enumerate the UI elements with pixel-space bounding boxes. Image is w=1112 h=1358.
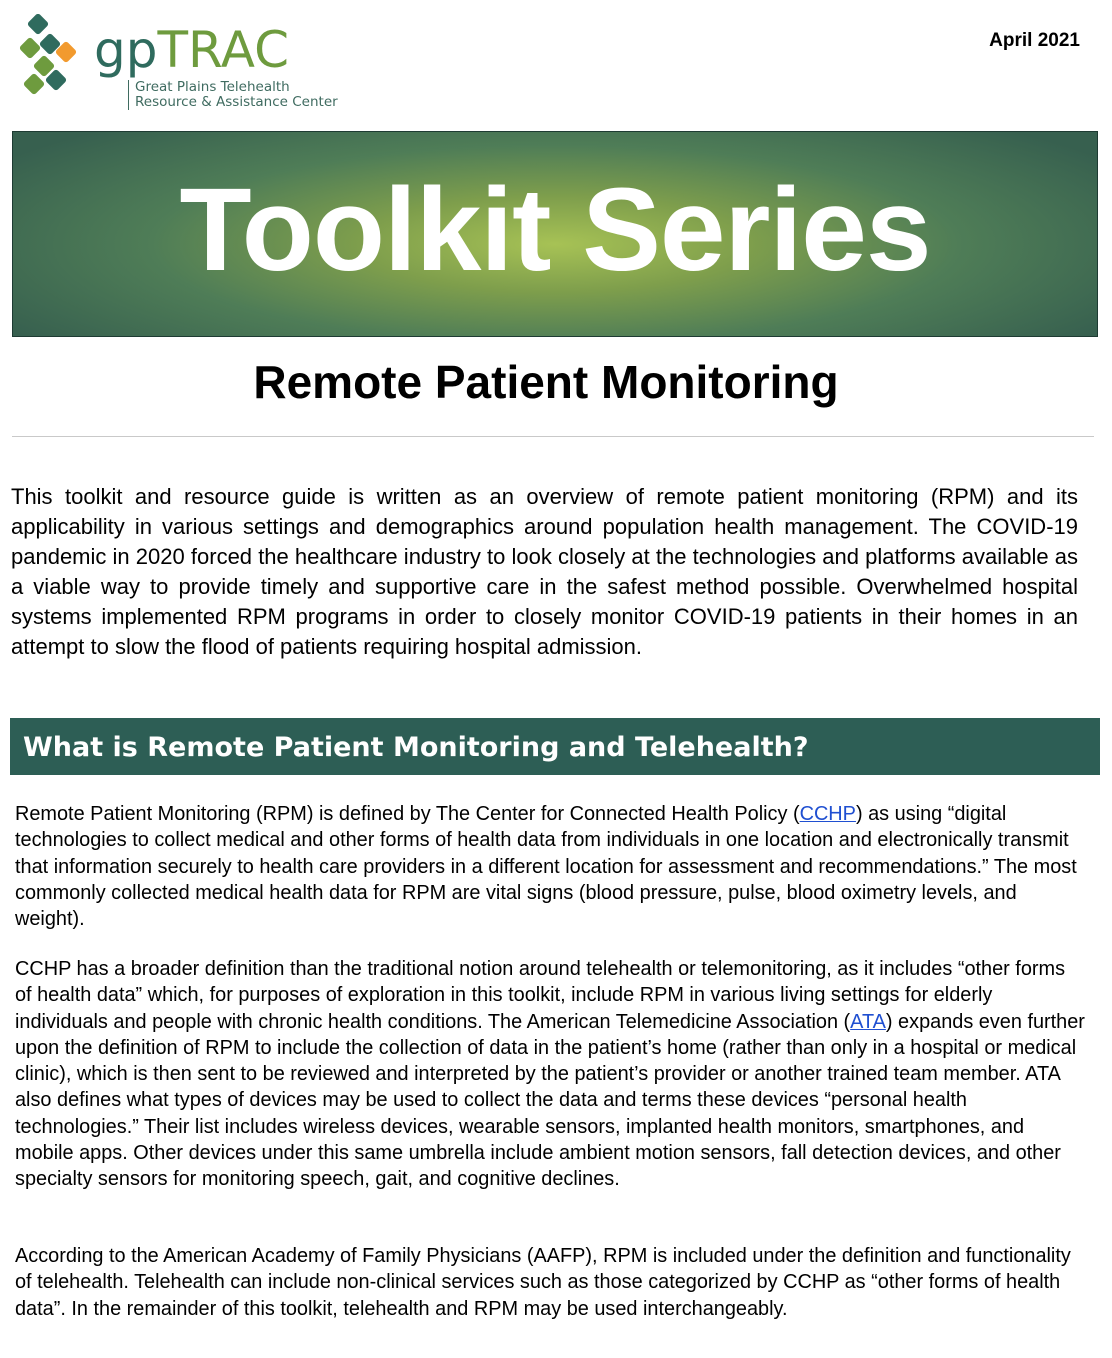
cchp-link[interactable]: CCHP <box>799 803 856 825</box>
document-subtitle: Remote Patient Monitoring <box>253 356 839 408</box>
paragraph-rpm-definition <box>15 801 1087 932</box>
publication-date: April 2021 <box>989 30 1080 51</box>
logo-diamond-icon <box>18 14 88 102</box>
p2-text-after: ) expands even further upon the definition of RPM to include the collection of data in the patient’s home (rather than only in a hospital or medical clinic), which is then sent to be reviewed and interpreted by the patient’s provider or another trained team member. ATA also defines what types of devices may be used to collect the data and terms these devices “personal health technologies.” Their list includes wireless devices, wearable sensors, implanted health monitors, smartphones, and mobile apps. Other devices under this same umbrella include ambient motion sensors, fall detection devices, and other specialty sensors for monitoring speech, gait, and cognitive declines. <box>15 1010 1085 1191</box>
logo-subtitle-line1: Great Plains Telehealth <box>135 79 290 95</box>
ata-link[interactable]: ATA <box>850 1010 886 1033</box>
horizontal-divider <box>12 436 1094 437</box>
intro-paragraph: This toolkit and resource guide is written as an overview of remote patient monitoring (RPM) and its applicability in various settings and demographics around population health management. The COVID-19 pandemic in 2020 forced the healthcare industry to look closely at the technologies and platforms available as a viable way to provide timely and supportive care in the safest method possible. Overwhelmed hospital systems implemented RPM programs in order to closely monitor COVID-19 patients in their homes in an attempt to slow the flood of patients requiring hospital admission. <box>11 484 1078 659</box>
logo-subtitle-line2: Resource & Assistance Center <box>135 94 338 110</box>
gptrac-logo <box>18 14 378 110</box>
logo-subtitle <box>128 80 338 110</box>
p2-text-before: CCHP has a broader definition than the traditional notion around telehealth or telemonitoring, as it includes “other forms of health data” which, for purposes of exploration in this toolkit, include RPM in various living settings for elderly individuals and people with chronic health conditions. The American Telemedicine Association ( <box>15 958 1066 1033</box>
section-title: What is Remote Patient Monitoring and Telehealth? <box>23 732 809 763</box>
banner-title: Toolkit Series <box>179 164 931 296</box>
paragraph-cchp-ata <box>15 956 1087 1193</box>
logo-wordmark <box>94 20 289 80</box>
logo-word-gp: gp <box>94 21 158 79</box>
logo-word-trac: TRAC <box>157 21 289 79</box>
p1-text-before: Remote Patient Monitoring (RPM) is defined by The Center for Connected Health Policy ( <box>15 803 800 825</box>
p1-text-after: ) as using “digital technologies to collect medical and other forms of health data from individuals in one location and electronically transmit that information securely to health care providers in a different location for assessment and recommendations.” The most commonly collected medical health data for RPM are vital signs (blood pressure, pulse, blood oximetry levels, and weight). <box>15 803 1077 931</box>
section-header-bar <box>10 718 1100 775</box>
paragraph-aafp: According to the American Academy of Family Physicians (AAFP), RPM is included under the definition and functionality of telehealth. Telehealth can include non-clinical services such as those categorized by CCHP as “other forms of health data”. In the remainder of this toolkit, telehealth and RPM may be used interchangeably. <box>15 1245 1071 1320</box>
title-banner <box>12 131 1098 337</box>
